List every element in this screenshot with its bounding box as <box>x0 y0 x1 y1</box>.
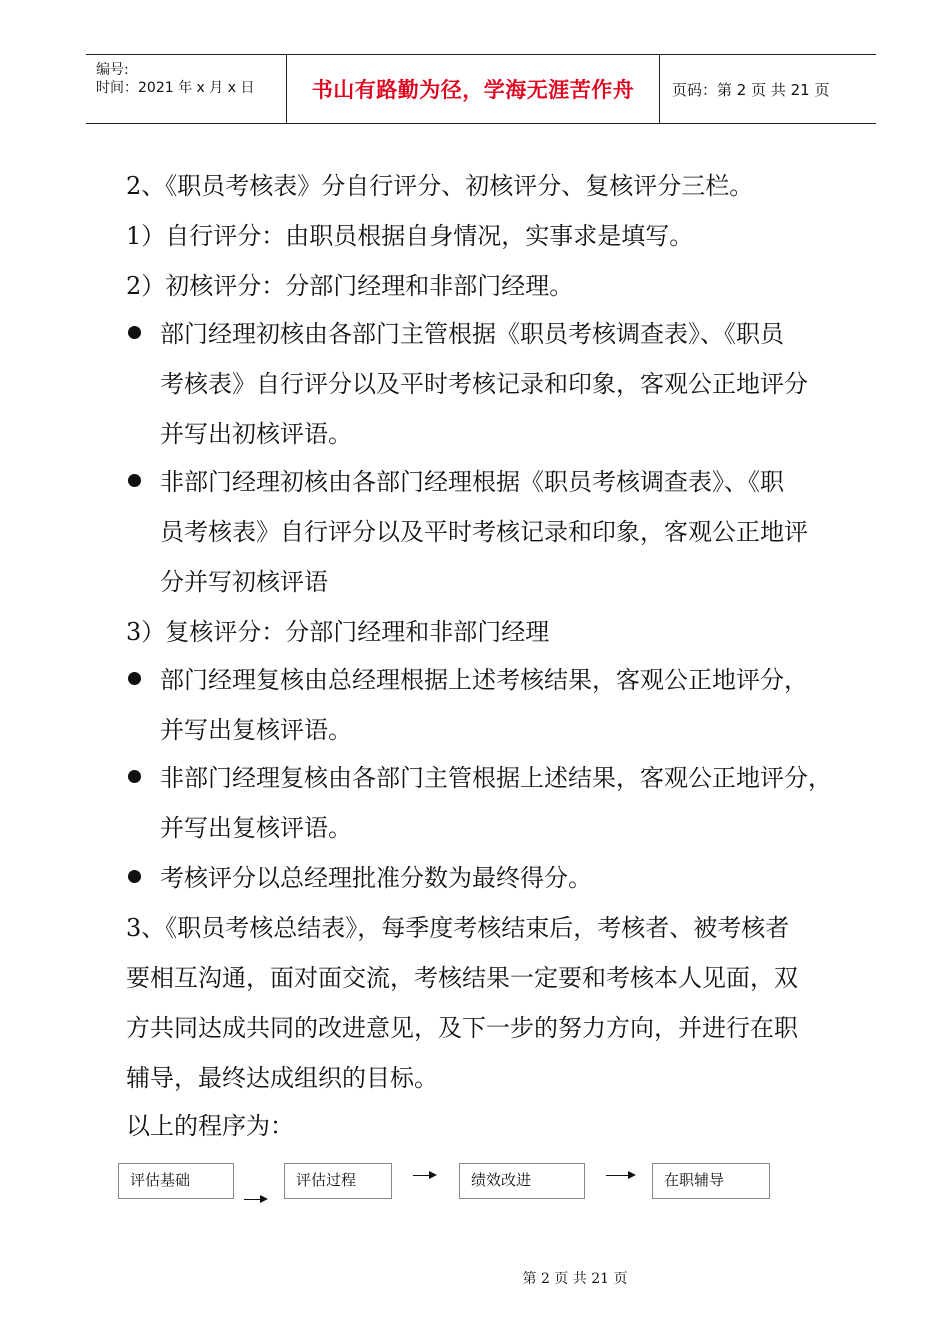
paragraph-line: 3）复核评分：分部门经理和非部门经理 <box>126 618 550 646</box>
number-label: 编号: <box>96 62 129 78</box>
paragraph-line: 1）自行评分：由职员根据自身情况，实事求是填写。 <box>126 222 694 250</box>
time-label: 时间：2021 年 x 月 x 日 <box>96 80 255 96</box>
paragraph-line: 要相互沟通，面对面交流，考核结果一定要和考核本人见面，双 <box>126 964 798 992</box>
bullet-line: 考核表》自行评分以及平时考核记录和印象，客观公正地评分 <box>160 370 808 398</box>
bullet-line: 员考核表》自行评分以及平时考核记录和印象，客观公正地评 <box>160 518 808 546</box>
bullet-icon <box>128 770 141 783</box>
bullet-line: 分并写初核评语 <box>160 568 328 596</box>
arrow-right-icon <box>413 1175 435 1176</box>
bullet-line: 并写出初核评语。 <box>160 420 352 448</box>
flow-step-assessment-basis: 评估基础 <box>118 1163 234 1199</box>
bullet-icon <box>128 474 141 487</box>
paragraph-line: 辅导，最终达成组织的目标。 <box>126 1064 438 1092</box>
footer-page-number: 第 2 页 共 21 页 <box>522 1271 628 1287</box>
bullet-line: 部门经理复核由总经理根据上述考核结果，客观公正地评分， <box>160 666 808 694</box>
flow-step-assessment-process: 评估过程 <box>284 1163 392 1199</box>
paragraph-line: 以上的程序为： <box>126 1112 294 1140</box>
paragraph-line: 2）初核评分：分部门经理和非部门经理。 <box>126 272 574 300</box>
bullet-line: 非部门经理初核由各部门经理根据《职员考核调查表》、《职 <box>160 468 784 496</box>
arrow-right-icon <box>606 1175 634 1176</box>
paragraph-line: 方共同达成共同的改进意见，及下一步的努力方向，并进行在职 <box>126 1014 798 1042</box>
bullet-line: 并写出复核评语。 <box>160 814 352 842</box>
page-footer <box>0 1268 950 1288</box>
header-meta <box>86 55 287 123</box>
flow-step-on-the-job-coaching: 在职辅导 <box>652 1163 770 1199</box>
paragraph-line: 3、《职员考核总结表》，每季度考核结束后，考核者、被考核者 <box>126 914 790 942</box>
bullet-line: 考核评分以总经理批准分数为最终得分。 <box>160 864 592 892</box>
arrow-right-icon <box>244 1199 266 1200</box>
bullet-icon <box>128 326 141 339</box>
bullet-line: 非部门经理复核由各部门主管根据上述结果，客观公正地评分， <box>160 764 832 792</box>
flow-step-performance-improvement: 绩效改进 <box>459 1163 585 1199</box>
page-info-text: 页码：第 2 页 共 21 页 <box>672 80 830 99</box>
bullet-line: 并写出复核评语。 <box>160 716 352 744</box>
page-header <box>86 54 876 124</box>
header-page-info <box>660 55 876 123</box>
bullet-line: 部门经理初核由各部门主管根据《职员考核调查表》、《职员 <box>160 320 784 348</box>
bullet-icon <box>128 870 141 883</box>
header-motto: 书山有路勤为径，学海无涯苦作舟 <box>287 55 660 123</box>
paragraph-line: 2、《职员考核表》分自行评分、初核评分、复核评分三栏。 <box>126 172 754 200</box>
bullet-icon <box>128 672 141 685</box>
